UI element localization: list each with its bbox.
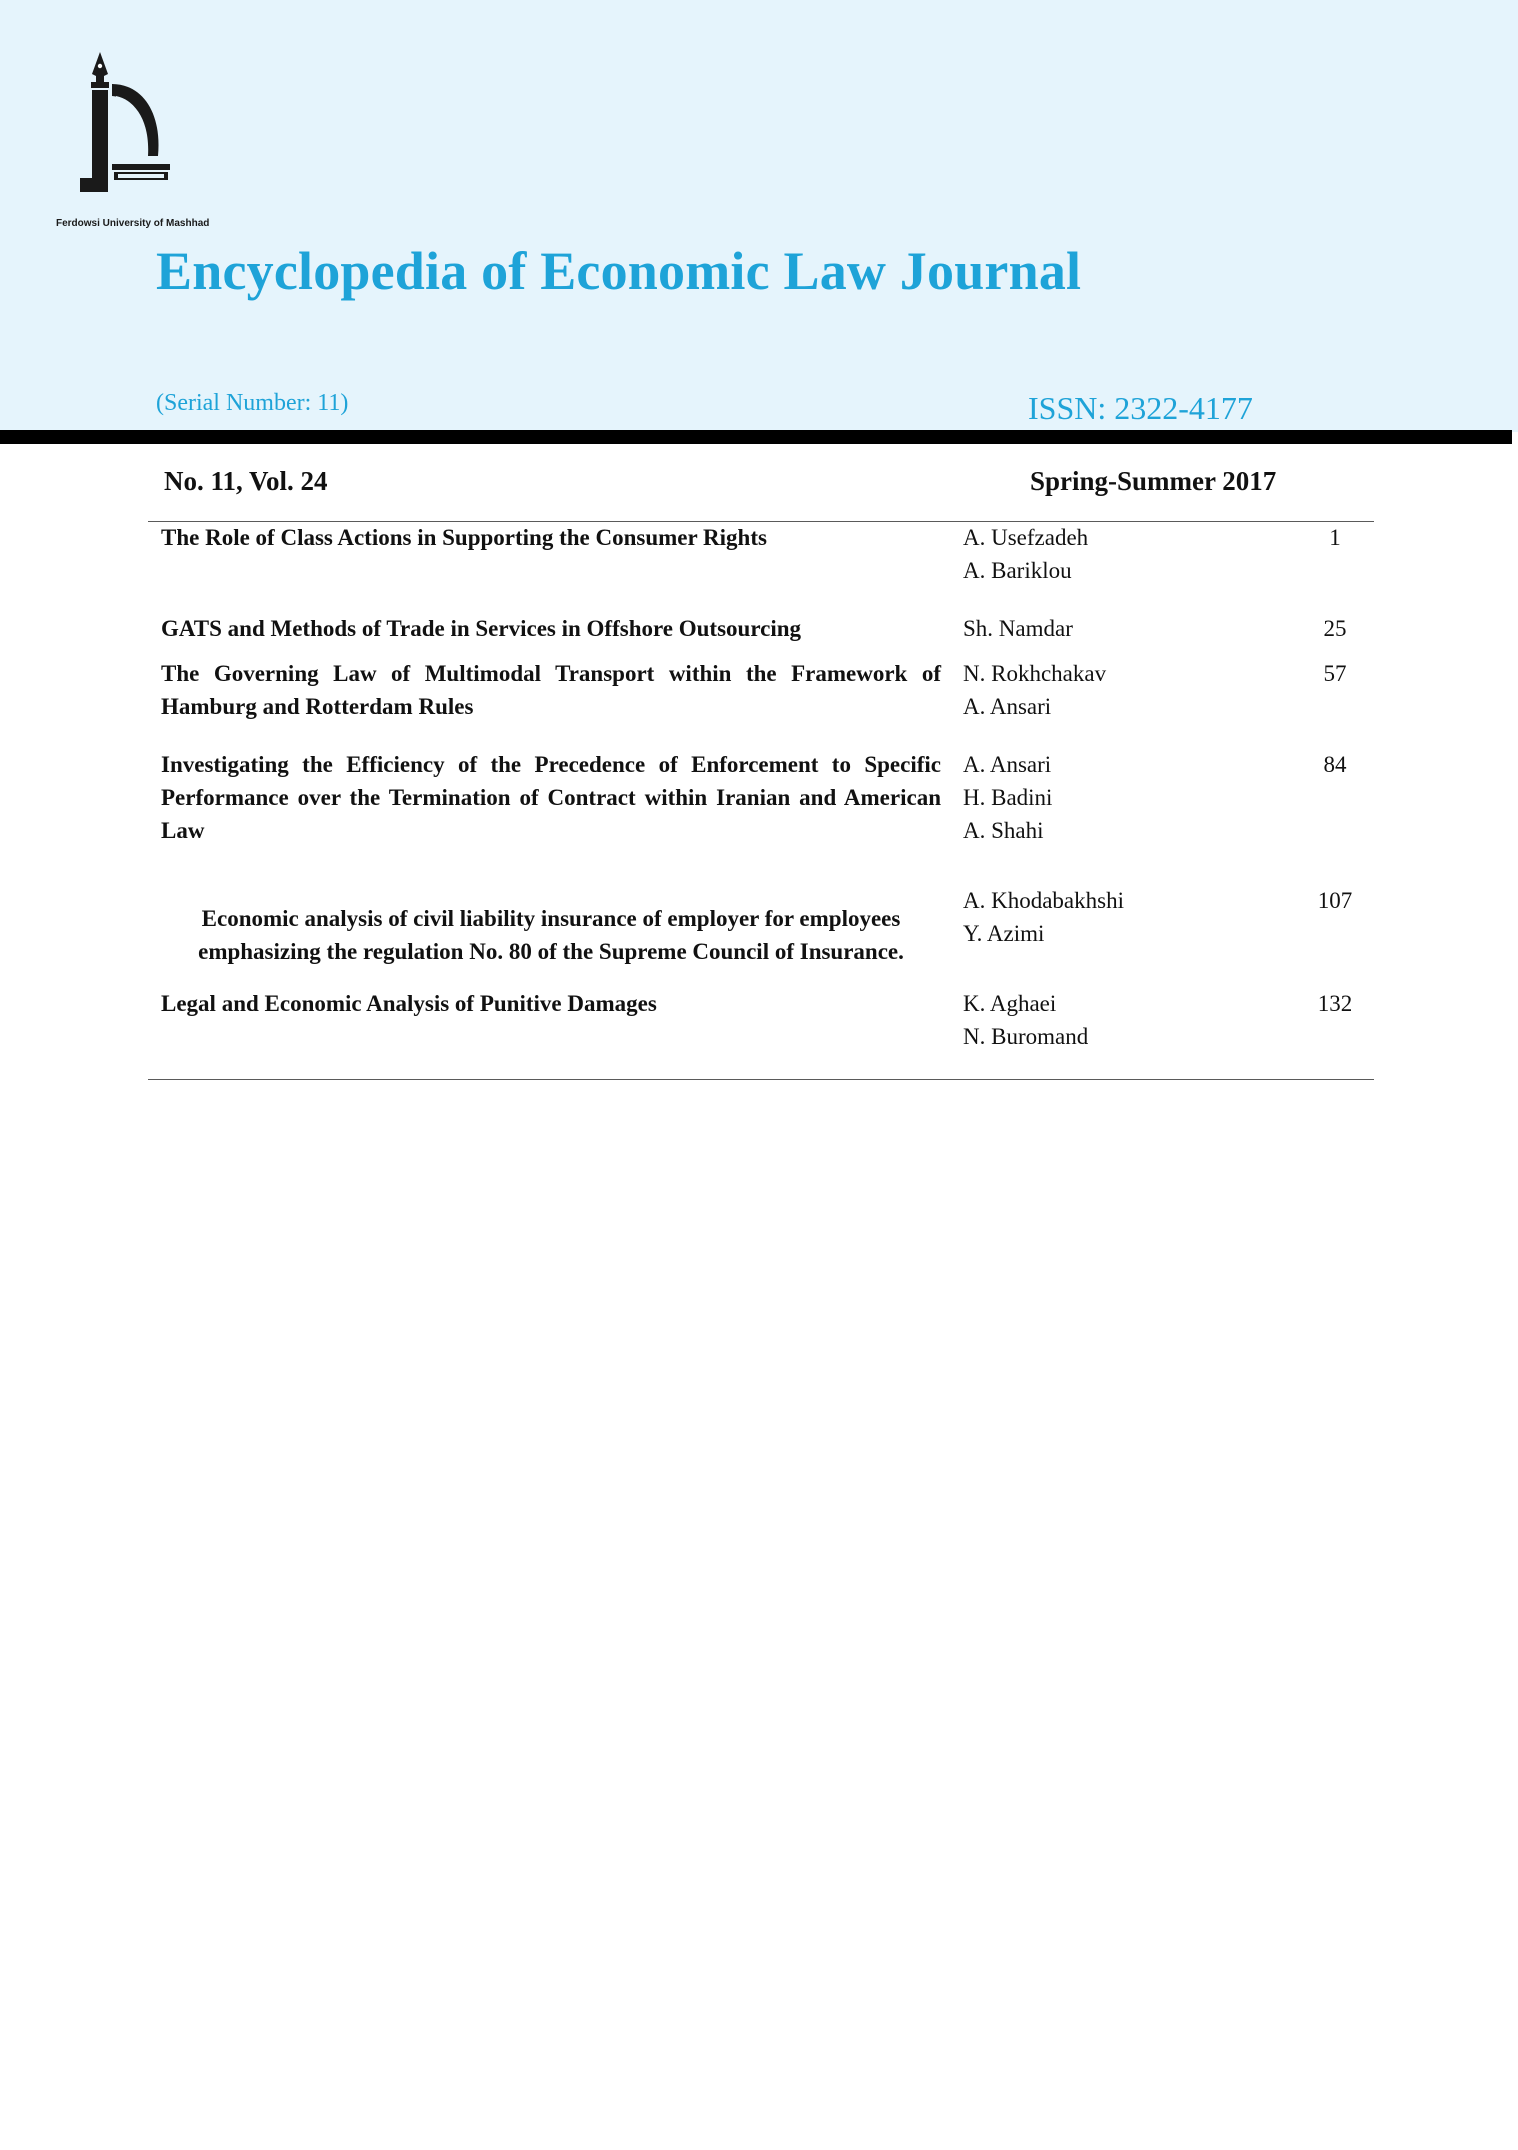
article-title: The Governing Law of Multimodal Transport within the Framework of Hamburg and Rotterdam Rules — [161, 661, 941, 719]
issue-number-volume: No. 11, Vol. 24 — [164, 466, 328, 496]
author: Sh. Namdar — [963, 616, 1073, 641]
author: N. Buromand — [963, 1024, 1089, 1049]
header-band — [0, 0, 1518, 432]
article-title: Legal and Economic Analysis of Punitive Damages — [161, 991, 657, 1016]
issn: ISSN: 2322-4177 — [1028, 390, 1253, 426]
article-page: 1 — [1329, 525, 1341, 550]
article-authors — [963, 612, 1073, 645]
article-authors — [963, 657, 1106, 723]
article-page: 107 — [1317, 888, 1353, 913]
journal-title: Encyclopedia of Economic Law Journal — [156, 241, 1082, 301]
article-authors — [963, 521, 1088, 587]
author: A. Khodabakhshi — [963, 888, 1124, 913]
author: A. Bariklou — [963, 558, 1072, 583]
table-bottom-rule — [148, 1079, 1374, 1080]
article-title: Investigating the Efficiency of the Precedence of Enforcement to Specific Performance over the Termination of Contract within Iranian and American Law — [161, 752, 941, 843]
article-authors — [963, 748, 1052, 847]
author: A. Shahi — [963, 818, 1044, 843]
author: A. Usefzadeh — [963, 525, 1089, 550]
article-page: 25 — [1323, 616, 1347, 641]
logo-caption: Ferdowsi University of Mashhad — [56, 218, 210, 229]
article-page: 57 — [1323, 661, 1347, 686]
article-page: 84 — [1323, 752, 1347, 777]
article-page: 132 — [1317, 991, 1353, 1016]
article-title: Economic analysis of civil liability insurance of employer for employees emphasizing the regulation No. 80 of the Supreme Council of Insurance. — [198, 906, 904, 964]
author: A. Ansari — [963, 752, 1052, 777]
serial-number: (Serial Number: 11) — [156, 390, 349, 416]
header-divider — [0, 430, 1512, 444]
article-authors — [963, 884, 1124, 950]
article-authors — [963, 987, 1088, 1053]
author: H. Badini — [963, 785, 1053, 810]
author: Y. Azimi — [963, 921, 1045, 946]
article-title: The Role of Class Actions in Supporting the Consumer Rights — [161, 525, 767, 550]
issue-season: Spring-Summer 2017 — [1030, 466, 1277, 496]
university-logo — [70, 52, 200, 202]
article-title: GATS and Methods of Trade in Services in Offshore Outsourcing — [161, 616, 802, 641]
author: N. Rokhchakav — [963, 661, 1107, 686]
author: K. Aghaei — [963, 991, 1057, 1016]
author: A. Ansari — [963, 694, 1052, 719]
